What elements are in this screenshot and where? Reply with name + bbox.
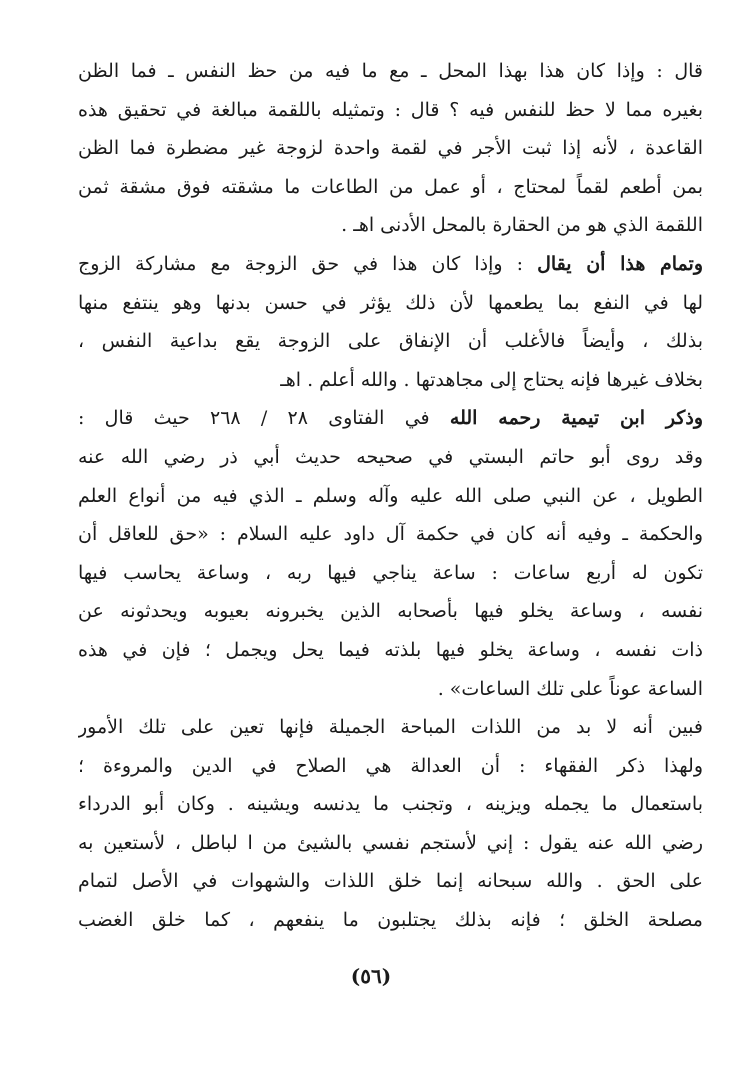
text-line: ذات نفسه ، وساعة يخلو فيها بلذته فيما يحل ويجمل ؛ فإن في هذه — [78, 638, 703, 661]
page-body — [78, 52, 703, 940]
text-line: ولهذا ذكر الفقهاء : أن العدالة هي الصلاح في الدين والمروءة ؛ — [78, 754, 703, 777]
text-line: مصلحة الخلق ؛ فإنه بذلك يجتلبون ما ينفعهم ، كما خلق الغضب — [78, 909, 703, 932]
text-line — [78, 245, 703, 284]
line-text: في الفتاوى ٢٨ / ٢٦٨ حيث قال : — [78, 407, 450, 430]
text-line: رضي الله عنه يقول : إني لأستجم نفسي بالشيئ من ا لباطل ، لأستعين به — [78, 831, 703, 854]
bold-lead-phrase: وتمام هذا أن يقال — [537, 252, 703, 275]
text-line: وقد روى أبو حاتم البستي في صحيحه حديث أبي ذر رضي الله عنه — [78, 445, 703, 468]
text-line: بخلاف غيرها فإنه يحتاج إلى مجاهدتها . والله أعلم . اهـ — [280, 368, 703, 391]
text-line: والحكمة ـ وفيه أنه كان في حكمة آل داود عليه السلام : «حق للعاقل أن — [78, 523, 703, 546]
text-line: نفسه ، وساعة يخلو فيها بأصحابه الذين يخبرونه بعيوبه ويحدثونه عن — [78, 600, 703, 623]
text-line: قال : وإذا كان هذا بهذا المحل ـ مع ما فيه من حظ النفس ـ فما الظن — [78, 60, 703, 82]
line-text: : وإذا كان هذا في حق الزوجة مع مشاركة الزوج — [78, 252, 538, 275]
text-line: بمن أطعم لقماً لمحتاج ، أو عمل من الطاعات ما مشقته فوق مشقة ثمن — [78, 175, 703, 198]
text-line: تكون له أربع ساعات : ساعة يناجي فيها ربه ، وساعة يحاسب فيها — [78, 561, 703, 584]
text-line — [78, 399, 703, 438]
page-number: (٥٦) — [350, 964, 392, 988]
text-line: باستعمال ما يجمله ويزينه ، وتجنب ما يدنسه ويشينه . وكان أبو الدرداء — [78, 793, 703, 816]
text-line: على الحق . والله سبحانه إنما خلق اللذات والشهوات في الأصل لتمام — [78, 870, 703, 893]
text-line: اللقمة الذي هو من الحقارة بالمحل الأدنى اهـ . — [341, 214, 703, 237]
text-line: الطويل ، عن النبي صلى الله عليه وآله وسلم ـ الذي فيه من أنواع العلم — [78, 484, 703, 507]
bold-lead-phrase: وذكر ابن تيمية رحمه الله — [449, 407, 703, 430]
text-line: الساعة عوناً على تلك الساعات» . — [437, 677, 703, 700]
text-line: لها في النفع بما يطعمها لأن ذلك يؤثر في حسن بدنها وهو ينتفع منها — [78, 291, 703, 314]
text-line: فبين أنه لا بد من اللذات المباحة الجميلة فإنها تعين على تلك الأمور — [78, 716, 703, 739]
text-line: القاعدة ، لأنه إذا ثبت الأجر في لقمة واحدة لزوجة غير مضطرة فما الظن — [78, 137, 703, 160]
text-line: بذلك ، وأيضاً فالأغلب أن الإنفاق على الزوجة يقع بداعية النفس ، — [78, 330, 703, 353]
text-line: بغيره مما لا حظ للنفس فيه ؟ قال : وتمثيله باللقمة مبالغة في تحقيق هذه — [78, 98, 703, 121]
